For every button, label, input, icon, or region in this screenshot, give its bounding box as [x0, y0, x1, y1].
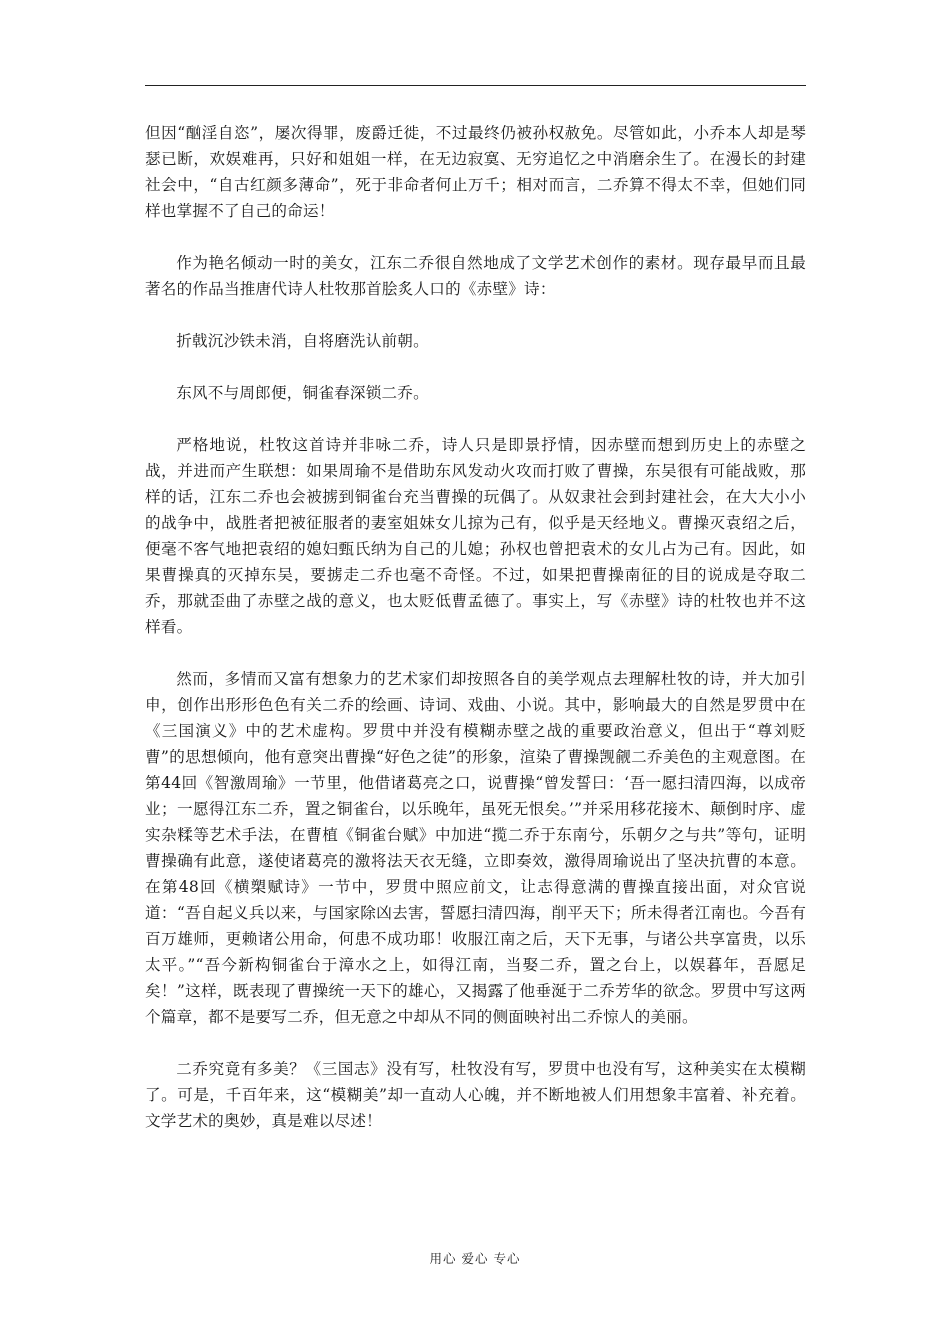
- paragraph-2: 作为艳名倾动一时的美女，江东二乔很自然地成了文学艺术创作的素材。现存最早而且最著名的作品当推唐代诗人杜牧那首脍炙人口的《赤壁》诗：: [145, 254, 806, 298]
- paragraph-5: 二乔究竟有多美？《三国志》没有写，杜牧没有写，罗贯中也没有写，这种美实在太模糊了。可是，千百年来，这“模糊美”却一直动人心魄，并不断地被人们用想象丰富着、补充着。文学艺术的奥妙，真是难以尽述！: [145, 1060, 806, 1130]
- paragraph-3: 严格地说，杜牧这首诗并非咏二乔，诗人只是即景抒情，因赤壁而想到历史上的赤壁之战，并进而产生联想：如果周瑜不是借助东风发动火攻而打败了曹操，东吴很有可能战败，那样的话，江东二乔也会被掳到铜雀台充当曹操的玩偶了。从奴隶社会到封建社会，在大大小小的战争中，战胜者把被征服者的妻室姐妹女儿掠为己有，似乎是天经地义。曹操灭袁绍之后，便毫不客气地把袁绍的媳妇甄氏纳为自己的儿媳；孙权也曾把袁术的女儿占为己有。因此，如果曹操真的灭掉东吴，要掳走二乔也毫不奇怪。不过，如果把曹操南征的目的说成是夺取二乔，那就歪曲了赤壁之战的意义，也太贬低曹孟德了。事实上，写《赤壁》诗的杜牧也并不这样看。: [145, 436, 806, 636]
- paragraph-4: 然而，多情而又富有想象力的艺术家们却按照各自的美学观点去理解杜牧的诗，并大加引申，创作出形形色色有关二乔的绘画、诗词、戏曲、小说。其中，影响最大的自然是罗贯中在《三国演义》中的艺术虚构。罗贯中并没有模糊赤壁之战的重要政治意义，但出于“尊刘贬曹”的思想倾向，他有意突出曹操“好色之徒”的形象，渲染了曹操觊觎二乔美色的主观意图。在第44回《智激周瑜》一节里，他借诸葛亮之口，说曹操“曾发誓曰：‘吾一愿扫清四海，以成帝业；一愿得江东二乔，置之铜雀台，以乐晚年，虽死无恨矣。’”并采用移花接木、颠倒时序、虚实杂糅等艺术手法，在曹植《铜雀台赋》中加进“揽二乔于东南兮，乐朝夕之与共”等句，证明曹操确有此意，遂使诸葛亮的激将法天衣无缝，立即奏效，激得周瑜说出了坚决抗曹的本意。在第48回《横槊赋诗》一节中，罗贯中照应前文，让志得意满的曹操直接出面，对众官说道：“吾自起义兵以来，与国家除凶去害，誓愿扫清四海，削平天下；所未得者江南也。今吾有百万雄师，更赖诸公用命，何患不成功耶！收服江南之后，天下无事，与诸公共享富贵，以乐太平。”“吾今新构铜雀台于漳水之上，如得江南，当娶二乔，置之台上，以娱暮年，吾愿足矣！”这样，既表现了曹操统一天下的雄心，又揭露了他垂涎于二乔芳华的欲念。罗贯中写这两个篇章，都不是要写二乔，但无意之中却从不同的侧面映衬出二乔惊人的美丽。: [145, 670, 806, 1026]
- poem-line-1: 折戟沉沙铁未消，自将磨洗认前朝。: [176, 332, 429, 350]
- header-divider: [145, 85, 806, 86]
- document-body: [145, 120, 806, 1160]
- poem-line-2: 东风不与周郎便，铜雀春深锁二乔。: [176, 384, 429, 402]
- page-footer: 用心 爱心 专心: [429, 1251, 521, 1266]
- paragraph-1: 但因“酗淫自恣”，屡次得罪，废爵迁徙，不过最终仍被孙权赦免。尽管如此，小乔本人却是琴瑟已断，欢娱难再，只好和姐姐一样，在无边寂寞、无穷追忆之中消磨余生了。在漫长的封建社会中，“自古红颜多薄命”，死于非命者何止万千；相对而言，二乔算不得太不幸，但她们同样也掌握不了自己的命运！: [145, 124, 806, 220]
